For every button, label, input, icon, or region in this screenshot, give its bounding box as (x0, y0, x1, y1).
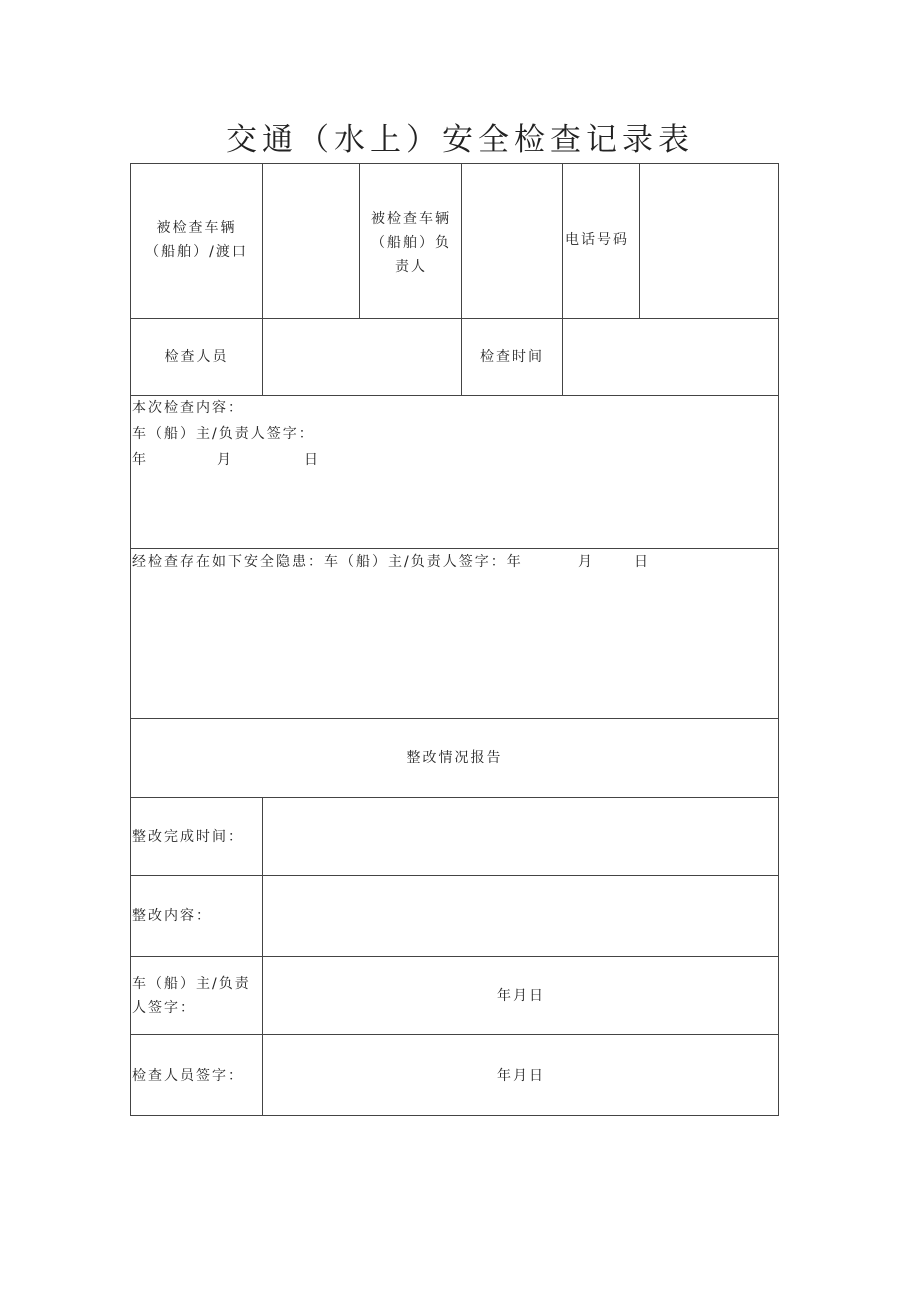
owner-value-field[interactable] (462, 165, 561, 317)
owner-sign-label: 车（船）主/负责 人签字： (132, 976, 251, 1016)
inspector-label: 检查人员 (164, 349, 229, 365)
form-title: 交通（水上）安全检查记录表 (226, 122, 694, 158)
completion-time-label: 整改完成时间： (132, 829, 244, 845)
hazard-date-day: 日 (634, 554, 650, 570)
inspection-time-label: 检查时间 (480, 349, 544, 365)
row-divider (131, 1034, 778, 1035)
row-divider (131, 956, 778, 957)
inspector-sign-label: 检查人员签字： (132, 1068, 244, 1084)
row-divider (131, 548, 778, 549)
inspection-content-label: 本次检查内容： (132, 400, 244, 416)
date-month: 月 (217, 452, 233, 468)
inspector-value-field[interactable] (263, 319, 460, 394)
vehicle-value-field[interactable] (263, 165, 358, 317)
rectification-content-field[interactable] (263, 876, 777, 955)
inspection-time-field[interactable] (563, 319, 777, 394)
owner-label: 被检查车辆 （船舶）负 责人 (371, 211, 451, 275)
column-divider (359, 164, 360, 318)
rectification-content-label: 整改内容： (132, 908, 212, 924)
hazard-line: 经检查存在如下安全隐患：车（船）主/负责人签字：年 (132, 554, 523, 570)
phone-value-field[interactable] (640, 165, 777, 317)
row-divider (131, 718, 778, 719)
date-year: 年 (132, 452, 148, 468)
inspection-form-table (130, 163, 779, 1116)
column-divider (562, 164, 563, 318)
date-day: 日 (304, 452, 320, 468)
owner-signature-label: 车（船）主/负责人签字： (132, 426, 315, 442)
completion-time-field[interactable] (263, 798, 777, 874)
vehicle-label: 被检查车辆 （船舶）/渡口 (145, 220, 248, 260)
phone-label: 电话号码 (565, 232, 629, 248)
rectification-report-heading: 整改情况报告 (406, 750, 503, 766)
hazard-date-month: 月 (578, 554, 594, 570)
owner-sign-date[interactable]: 年月日 (497, 988, 545, 1004)
inspector-sign-date[interactable]: 年月日 (497, 1068, 545, 1084)
